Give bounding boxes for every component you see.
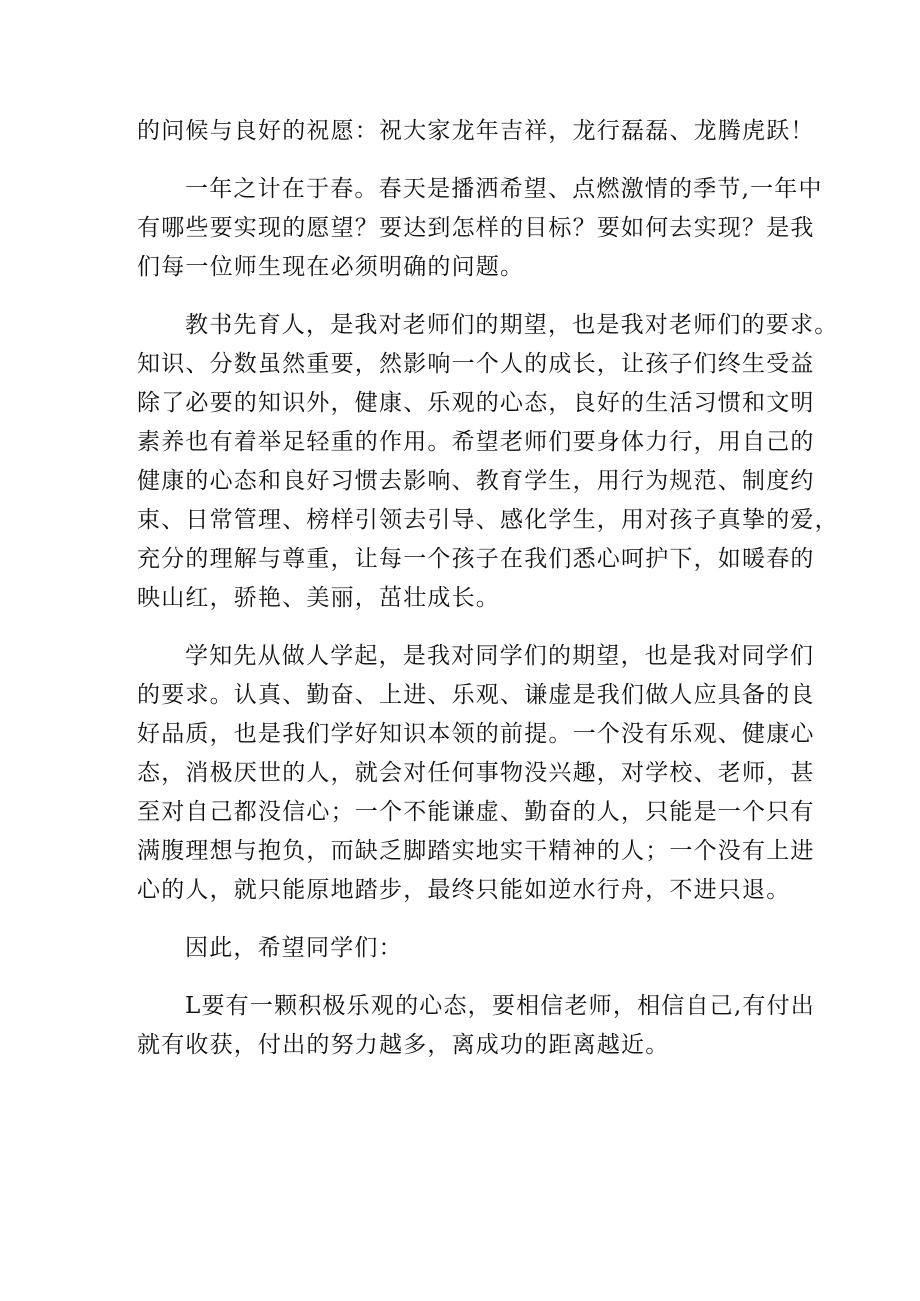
text-line-20: 因此，希望同学们： — [185, 935, 403, 961]
text-line-3: 有哪些要实现的愿望？要达到怎样的目标？要如何去实现？是我 — [137, 215, 815, 241]
text-line-21: L要有一颗积极乐观的心态，要相信老师，相信自己,有付出 — [185, 993, 815, 1019]
text-line-10: 束、日常管理、榜样引领去引导、感化学生，用对孩子真挚的爱， — [137, 507, 839, 533]
text-line-22: 就有收获，付出的努力越多，离成功的距离越近。 — [137, 1032, 670, 1058]
text-line-1: 的问候与良好的祝愿：祝大家龙年吉祥，龙行磊磊、龙腾虎跃！ — [137, 118, 815, 144]
text-line-14: 的要求。认真、勤奋、上进、乐观、谦虚是我们做人应具备的良 — [137, 682, 815, 708]
text-line-16: 态，消极厌世的人，就会对任何事物没兴趣，对学校、老师，甚 — [137, 760, 815, 786]
document-body — [137, 112, 839, 1065]
text-line-2: 一年之计在于春。春天是播洒希望、点燃激情的季节,一年中 — [185, 176, 823, 202]
text-line-18: 满腹理想与抱负，而缺乏脚踏实地实干精神的人；一个没有上进 — [137, 838, 815, 864]
text-line-5: 教书先育人，是我对老师们的期望，也是我对老师们的要求。 — [185, 312, 839, 338]
text-line-8: 素养也有着举足轻重的作用。希望老师们要身体力行，用自己的 — [137, 429, 815, 455]
text-line-19: 心的人，就只能原地踏步，最终只能如逆水行舟，不进只退。 — [137, 877, 791, 903]
text-line-17: 至对自己都没信心；一个不能谦虚、勤奋的人，只能是一个只有 — [137, 799, 815, 825]
text-line-6: 知识、分数虽然重要，然影响一个人的成长，让孩子们终生受益 — [137, 351, 815, 377]
text-line-7: 除了必要的知识外，健康、乐观的心态，良好的生活习惯和文明 — [137, 390, 815, 416]
text-line-12: 映山红，骄艳、美丽，茁壮成长。 — [137, 585, 500, 611]
text-line-9: 健康的心态和良好习惯去影响、教育学生，用行为规范、制度约 — [137, 468, 815, 494]
text-line-11: 充分的理解与尊重，让每一个孩子在我们悉心呵护下，如暖春的 — [137, 546, 815, 572]
text-line-15: 好品质，也是我们学好知识本领的前提。一个没有乐观、健康心 — [137, 721, 815, 747]
text-line-13: 学知先从做人学起，是我对同学们的期望，也是我对同学们 — [185, 643, 815, 669]
text-line-4: 们每一位师生现在必须明确的问题。 — [137, 254, 525, 280]
